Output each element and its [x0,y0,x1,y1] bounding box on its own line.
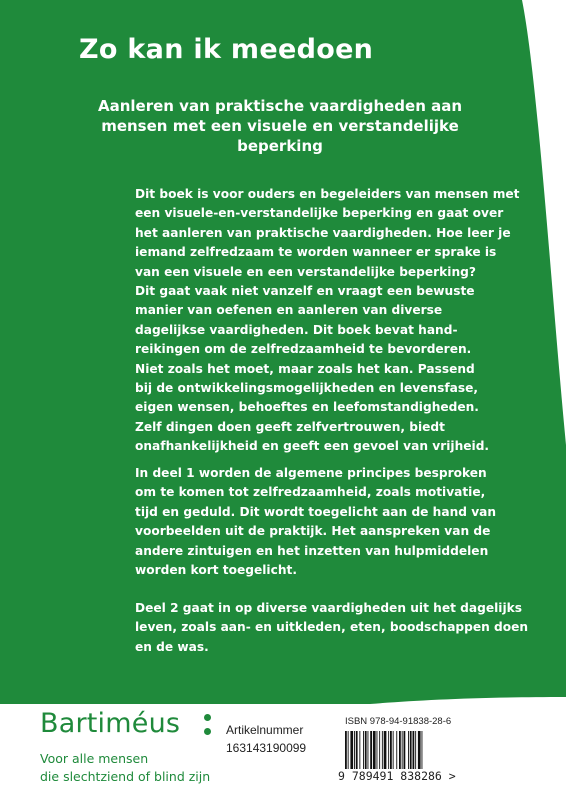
article-number-block [226,721,306,757]
article-number-value: 163143190099 [226,741,307,755]
tagline-line: die slechtziend of blind zijn [40,769,211,784]
paragraph-line: tijd en geduld. Dit wordt toegelicht aan de hand van [135,504,497,519]
paragraph-line: het aanleren van praktische vaardigheden. Hoe leer je [135,225,511,240]
description-paragraph-1 [135,185,519,457]
book-subtitle [80,96,480,156]
paragraph-line: Dit boek is voor ouders en begeleiders van mensen met [135,187,520,201]
paragraph-line: In deel 1 worden de algemene principes besproken [135,466,487,480]
paragraph-line: bij de ontwikkelingsmogelijkheden en levensfase, [135,381,479,396]
book-title: Zo kan ik meedoen [79,34,374,65]
paragraph-line: onafhankelijkheid en geeft een gevoel van vrijheid. [135,439,490,454]
paragraph-line: dagelijkse vaardigheden. Dit boek bevat hand- [135,322,458,337]
paragraph-line: Dit gaat vaak niet vanzelf en vraagt een bewuste [135,284,475,299]
subtitle-line: beperking [237,137,323,155]
description-paragraph-2 [135,464,496,580]
paragraph-line: worden kort toegelicht. [135,563,297,578]
description-paragraph-3 [135,599,528,657]
paragraph-line: voorbeelden uit de praktijk. Het aanspreken van de [135,524,491,539]
paragraph-line: andere zintuigen en het inzetten van hulpmiddelen [135,543,489,558]
subtitle-line: mensen met een visuele en verstandelijke [101,117,459,135]
tagline-line: Voor alle mensen [40,751,149,766]
paragraph-line: een visuele-en-verstandelijke beperking en gaat over [135,206,504,221]
paragraph-line: Deel 2 gaat in op diverse vaardigheden uit het dagelijks [135,601,523,615]
brand-colon-dots-icon [204,714,212,738]
paragraph-line: leven, zoals aan- en uitkleden, eten, boodschappen doen [135,620,529,635]
publisher-logo-text: Bartiméus [40,708,181,739]
paragraph-line: Zelf dingen doen geeft zelfvertrouwen, biedt [135,419,445,434]
paragraph-line: Niet zoals het moet, maar zoals het kan. Passend [135,361,475,376]
article-number-label: Artikelnummer [226,723,304,737]
paragraph-line: om te komen tot zelfredzaamheid, zoals motivatie, [135,485,486,500]
isbn-number: ISBN 978-94-91838-28-6 [345,716,452,727]
paragraph-line: reikingen om de zelfredzaamheid te bevorderen. [135,342,472,357]
subtitle-line: Aanleren van praktische vaardigheden aan [97,97,463,115]
paragraph-line: van een visuele en een verstandelijke beperking? [135,264,476,279]
paragraph-line: eigen wensen, behoeftes en leefomstandigheden. [135,400,479,415]
paragraph-line: iemand zelfredzaam te worden wanneer er sprake is [135,245,497,260]
publisher-tagline [40,750,210,786]
paragraph-line: manier van oefenen en aanleren van diverse [135,303,443,318]
barcode-digits: 9 789491 838286 > [338,769,456,783]
isbn-barcode-icon [345,731,449,769]
paragraph-line: en de was. [135,639,209,654]
